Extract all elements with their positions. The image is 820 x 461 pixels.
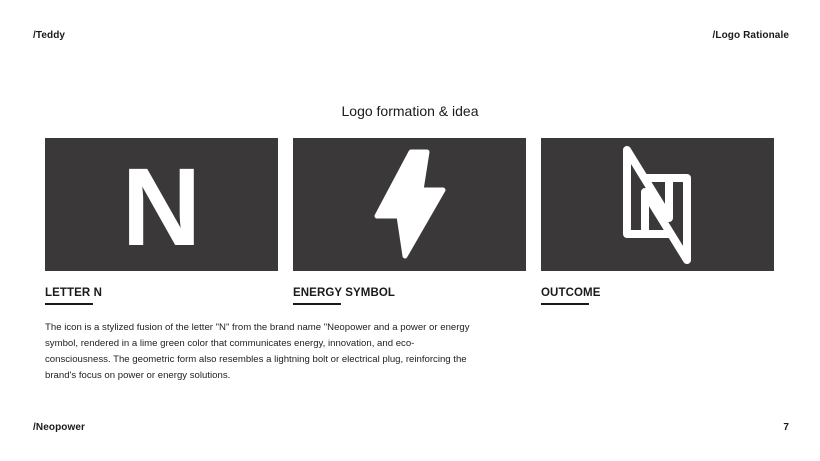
- energy-symbol-label: ENERGY SYMBOL: [293, 287, 396, 299]
- header-section: /Logo Rationale: [712, 30, 789, 41]
- lightning-bolt-icon: [293, 138, 526, 271]
- neopower-logo-icon: [541, 138, 774, 271]
- outcome-underline: [541, 303, 589, 305]
- outcome-panel: [541, 138, 774, 271]
- page-number: 7: [783, 422, 789, 433]
- footer-brand: /Neopower: [33, 422, 86, 433]
- section-title: Logo formation & idea: [341, 103, 479, 119]
- energy-symbol-panel: [293, 138, 526, 271]
- energy-symbol-underline: [293, 303, 341, 305]
- letter-n-glyph: N: [121, 146, 202, 269]
- header-brand: /Teddy: [33, 30, 66, 41]
- letter-n-label: LETTER N: [45, 287, 103, 299]
- letter-n-panel: [45, 138, 278, 271]
- description-paragraph: The icon is a stylized fusion of the letter "N" from the brand name "Neopower and a power or energy symbol, rendered in a lime green color that communicates energy, innovation, and eco-consciousness. The geometric form also resembles a lightning bolt or electrical plug, reinforcing the brand's focus on power or energy solutions.: [45, 322, 470, 381]
- outcome-label: OUTCOME: [541, 287, 601, 299]
- letter-n-icon: [45, 138, 278, 271]
- letter-n-underline: [45, 303, 93, 305]
